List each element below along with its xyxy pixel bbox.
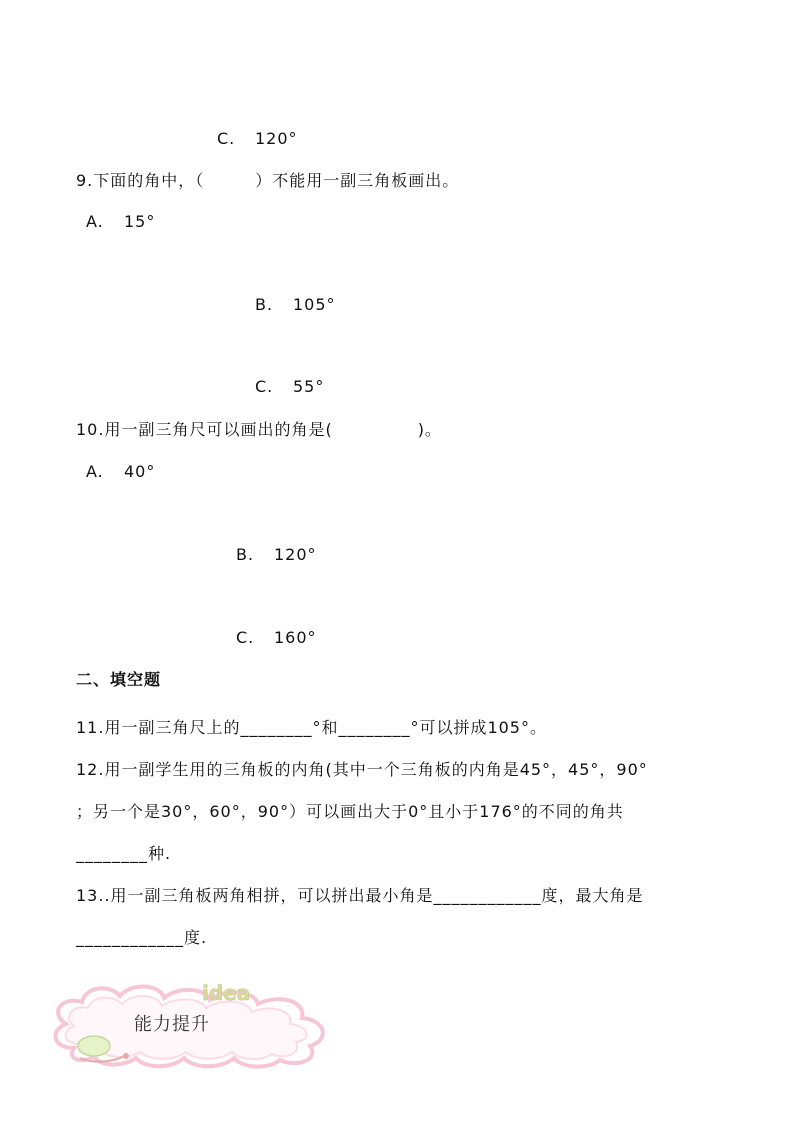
q11-stem: 11.用一副三角尺上的________°和________°可以拼成105°。	[76, 718, 547, 737]
option-value: 105°	[293, 295, 336, 314]
q9-option-b	[255, 295, 336, 315]
option-letter: B.	[255, 295, 274, 314]
option-letter: C.	[217, 129, 236, 148]
option-value: 55°	[293, 377, 325, 396]
idea-logo-text: idea	[202, 981, 251, 1005]
q9-stem: 9.下面的角中，（ ）不能用一副三角板画出。	[76, 171, 460, 190]
q12-line-1: 12.用一副学生用的三角板的内角(其中一个三角板的内角是45°，45°，90°	[76, 760, 648, 779]
q10-option-a	[86, 462, 155, 482]
q9-option-c	[255, 377, 324, 397]
idea-logo	[202, 981, 250, 1005]
q8-option-c	[217, 129, 298, 149]
option-value: 160°	[274, 628, 317, 647]
q13-line-1: 13..用一副三角板两角相拼，可以拼出最小角是____________度，最大角是	[76, 886, 644, 905]
option-letter: B.	[236, 545, 255, 564]
q12-line-3: ________种.	[76, 844, 172, 863]
option-letter: C.	[255, 377, 274, 396]
q10-option-b	[236, 545, 317, 565]
q13-line-2: ____________度.	[76, 928, 208, 947]
section-heading: 二、填空题	[76, 670, 162, 689]
option-letter: A.	[86, 462, 104, 481]
q9-option-a	[86, 212, 155, 232]
option-letter: C.	[236, 628, 255, 647]
q12-line-2: ；另一个是30°，60°，90°）可以画出大于0°且小于176°的不同的角共	[76, 802, 624, 821]
q10-option-c	[236, 628, 317, 648]
option-letter: A.	[86, 212, 104, 231]
q10-stem: 10.用一副三角尺可以画出的角是( )。	[76, 420, 442, 439]
banner-title: 能力提升	[134, 1014, 210, 1035]
option-value: 120°	[255, 129, 298, 148]
option-value: 120°	[274, 545, 317, 564]
option-value: 40°	[124, 462, 156, 481]
option-value: 15°	[124, 212, 156, 231]
